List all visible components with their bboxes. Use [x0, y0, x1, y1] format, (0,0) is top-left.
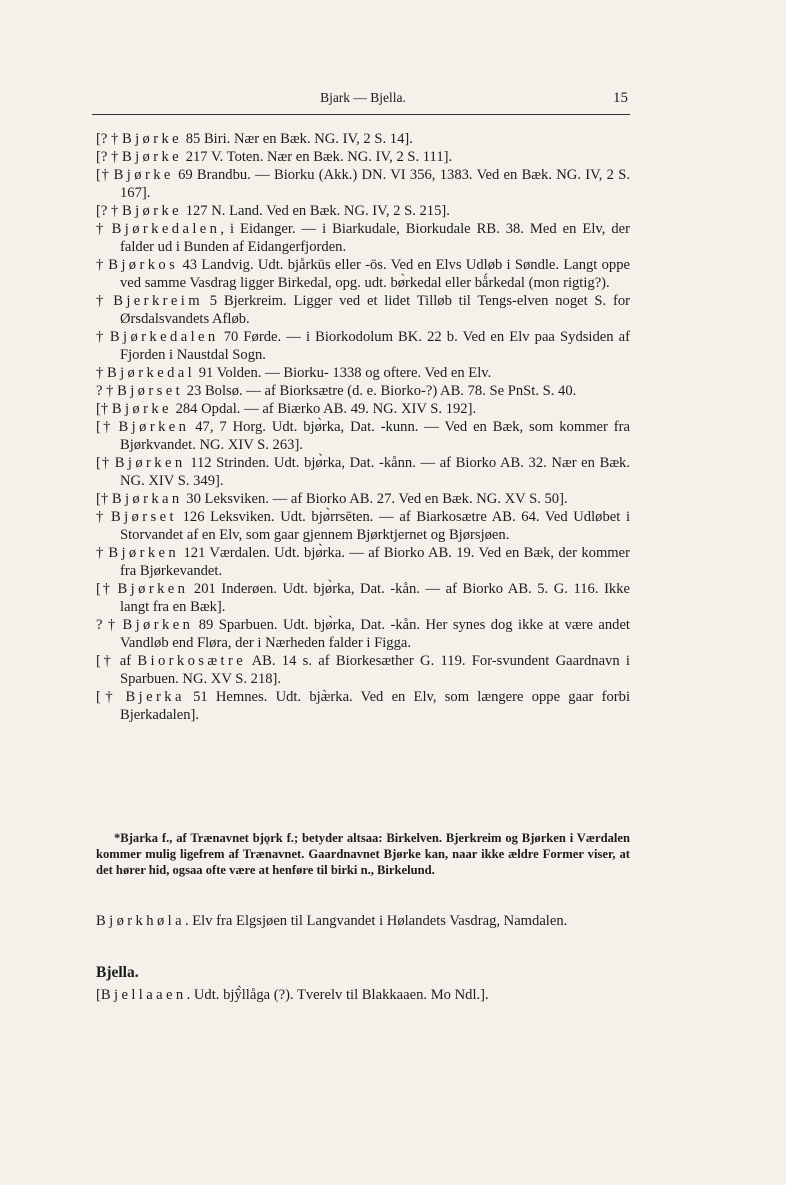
entry-prefix: †: [96, 329, 110, 345]
entry: [96, 256, 630, 292]
entry-prefix: [? †: [96, 131, 122, 147]
entry: [96, 202, 630, 220]
entry: [96, 292, 630, 328]
entry-prefix: †: [96, 293, 114, 309]
entry-name: Bjørken: [117, 581, 189, 597]
header-title: Bjark — Bjella.: [320, 90, 406, 105]
entry-prefix: †: [96, 365, 107, 381]
entry-name: Bjerkreim: [113, 293, 203, 309]
entry-name: Bjørken: [108, 545, 180, 561]
entry-prefix: [†: [96, 419, 119, 435]
entry-name: Bjørkedalen: [109, 329, 219, 345]
footnote: [96, 830, 630, 878]
entry-prefix: [? †: [96, 149, 122, 165]
entry-text: 23 Bolsø. — af Biorksætre (d. e. Biorko-?) AB. 78. Se PnSt. S. 40.: [183, 383, 577, 399]
entry-prefix: ? †: [96, 383, 118, 399]
entry-text: AB. 14 s. af Biorkesæther G. 119. For-svundent Gaardnavn i Sparbuen. NG. XV S. 218].: [120, 653, 630, 687]
entry-text: 121 Værdalen. Udt. bjø̀rka. — af Biorko AB. 19. Ved en Bæk, der kommer fra Bjørkevandet.: [120, 545, 630, 579]
entry: [96, 580, 630, 616]
page-number: 15: [613, 90, 628, 106]
entry-name: Bjørken: [114, 455, 186, 471]
entry-text: 217 V. Toten. Nær en Bæk. NG. IV, 2 S. 111].: [182, 149, 453, 165]
entry-name: Biorkosætre: [137, 653, 247, 669]
entry-prefix: †: [96, 221, 112, 237]
entry-text: . Udt. bjŷ̀llåga (?). Tverelv til Blakkaaen. Mo Ndl.].: [186, 987, 489, 1003]
footnote-text: *Bjarka f., af Trænavnet bjǫrk f.; betyder altsaa: Birkelven. Bjerkreim og Bjørken i Værdalen kommer mulig ligefrem af Trænavnet. Gaardnavnet Bjørke kan, naar ikke ældre Former viser, at det hører hid, ogsaa ofte være at henføre til birki n., Birkelund.: [96, 831, 630, 877]
entry: [96, 166, 630, 202]
entry-text: 70 Førde. — i Biorkodolum BK. 22 b. Ved en Elv paa Sydsiden af Fjorden i Naustdal Sogn.: [120, 329, 630, 363]
entry-bjorkhola: [96, 912, 630, 930]
entry: [96, 418, 630, 454]
entry-prefix: [†: [96, 689, 126, 705]
entry: [96, 454, 630, 490]
entry-name: Bjerka: [125, 689, 185, 705]
entry-name: Bjørkedal: [106, 365, 196, 381]
entry-text: 47, 7 Horg. Udt. bjø̀rka, Dat. -kunn. — Ved en Bæk, som kommer fra Bjørkvandet. NG. XIV S. 263].: [120, 419, 630, 453]
entry-name: Bjørken: [118, 419, 190, 435]
entry-prefix: ? †: [96, 617, 123, 633]
entry: [96, 508, 630, 544]
entry-name: Bjørset: [110, 509, 177, 525]
entry-prefix: [†: [96, 581, 118, 597]
entry-prefix: †: [96, 545, 109, 561]
header-rule: [92, 114, 630, 115]
entry-name: Bjørke: [111, 401, 172, 417]
entry-prefix: [† af: [96, 653, 138, 669]
entry-text: 201 Inderøen. Udt. bjø̀rka, Dat. -kån. — af Biorko AB. 5. G. 116. Ikke langt fra en Bæk].: [120, 581, 630, 615]
entry-prefix: [†: [96, 455, 115, 471]
entry: [96, 148, 630, 166]
entry: [96, 400, 630, 418]
entry-prefix: [†: [96, 491, 112, 507]
entry-name: Bjørke: [113, 167, 174, 183]
entry-name: Bjellaaen: [100, 987, 187, 1003]
entry-text: 43 Landvig. Udt. bjårkūs eller -ōs. Ved en Elvs Udløb i Søndle. Langt oppe ved samme Vasdrag ligger Birkedal, opg. udt. bø̀rkedal eller bǻrkedal (mon rigtig?).: [120, 257, 630, 291]
entry-text: 91 Volden. — Biorku- 1338 og oftere. Ved en Elv.: [195, 365, 492, 381]
entry-text: 284 Opdal. — af Biærko AB. 49. NG. XIV S. 192].: [171, 401, 477, 417]
entry: [96, 220, 630, 256]
entry-bjellaaen: [96, 986, 630, 1004]
entry-name: Bjørkedalen: [111, 221, 221, 237]
entry-text: 127 N. Land. Ved en Bæk. NG. IV, 2 S. 215].: [182, 203, 450, 219]
entry-text: 112 Strinden. Udt. bjø̀rka, Dat. -kånn. — af Biorko AB. 32. Nær en Bæk. NG. XIV S. 349].: [120, 455, 630, 489]
entry: [96, 328, 630, 364]
entry-prefix: [: [96, 987, 101, 1003]
entry-text: 30 Leksviken. — af Biorko AB. 27. Ved en Bæk. NG. XV S. 50].: [182, 491, 568, 507]
entry-name: Bjørset: [117, 383, 184, 399]
entry-prefix: [†: [96, 167, 114, 183]
entry: [96, 490, 630, 508]
entry-prefix: [? †: [96, 203, 122, 219]
entry: [96, 652, 630, 688]
entry-prefix: [†: [96, 401, 112, 417]
entry: [96, 616, 630, 652]
entry-name: Bjørke: [121, 203, 183, 219]
entry: [96, 382, 630, 400]
entry-text: , i Eidanger. — i Biarkudale, Biorkudale RB. 38. Med en Elv, der falder ud i Bunden af Eidangerfjorden.: [120, 221, 631, 255]
entry: [96, 544, 630, 580]
entry-text: 89 Sparbuen. Udt. bjø̀rka, Dat. -kån. Her synes dog ikke at være andet Vandløb end Fløra, der i Nærheden falder i Figga.: [120, 617, 630, 651]
entry-name: Bjørkhøla: [96, 913, 185, 929]
entry: [96, 364, 630, 382]
entry-prefix: †: [96, 257, 109, 273]
entry-name: Bjørke: [121, 149, 183, 165]
entry-name: Bjørke: [121, 131, 183, 147]
entry-list: [96, 130, 630, 724]
entry-text: 85 Biri. Nær en Bæk. NG. IV, 2 S. 14].: [182, 131, 413, 147]
running-header: [96, 90, 630, 110]
entry-text: 51 Hemnes. Udt. bjæ̀rka. Ved en Elv, som længere oppe gaar forbi Bjerkadalen].: [120, 689, 631, 723]
entry-text: 126 Leksviken. Udt. bjø̀rrsēten. — af Biarkosætre AB. 64. Ved Udløbet i Storvandet af en Elv, som gaar gjennem Bjørktjernet og Bjørsjøen.: [120, 509, 630, 543]
entry-name: Bjørken: [122, 617, 194, 633]
entry-text: . Elv fra Elgsjøen til Langvandet i Hølandets Vasdrag, Namdalen.: [184, 913, 568, 929]
entry-name: Bjørkos: [108, 257, 179, 273]
section-heading: Bjella.: [96, 964, 139, 981]
entry-text: 69 Brandbu. — Biorku (Akk.) DN. VI 356, 1383. Ved en Bæk. NG. IV, 2 S. 167].: [120, 167, 630, 201]
entry-name: Bjørkan: [111, 491, 183, 507]
entry: [96, 130, 630, 148]
entry: [96, 688, 630, 724]
entry-text: 5 Bjerkreim. Ligger ved et lidet Tilløb til Tengs-elven noget S. for Ørsdalsvandets Afløb.: [120, 293, 630, 327]
entry-prefix: †: [96, 509, 111, 525]
